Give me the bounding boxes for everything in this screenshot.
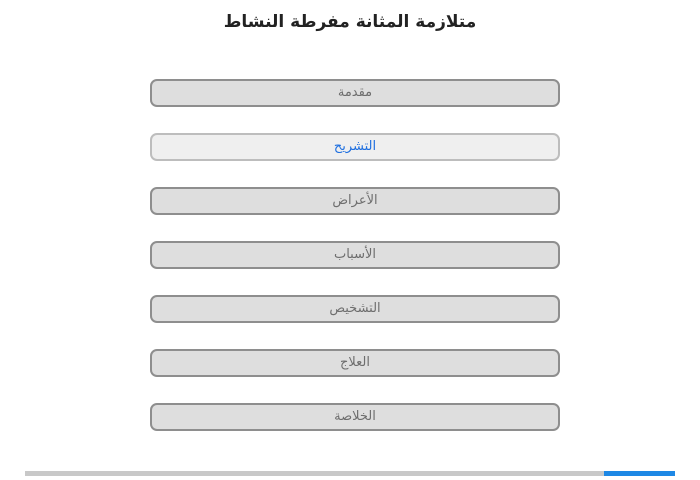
progress-bar — [25, 471, 675, 476]
menu-item-diagnosis[interactable]: التشخيص — [150, 295, 560, 323]
chapter-menu — [150, 79, 560, 457]
menu-item-anatomy[interactable]: التشريح — [150, 133, 560, 161]
page-title: متلازمة المثانة مفرطة النشاط — [223, 12, 477, 32]
menu-item-symptoms[interactable]: الأعراض — [150, 187, 560, 215]
menu-item-causes[interactable]: الأسباب — [150, 241, 560, 269]
menu-item-treatment[interactable]: العلاج — [150, 349, 560, 377]
progress-bar-fill — [604, 471, 676, 476]
menu-item-introduction[interactable]: مقدمة — [150, 79, 560, 107]
menu-item-summary[interactable]: الخلاصة — [150, 403, 560, 431]
